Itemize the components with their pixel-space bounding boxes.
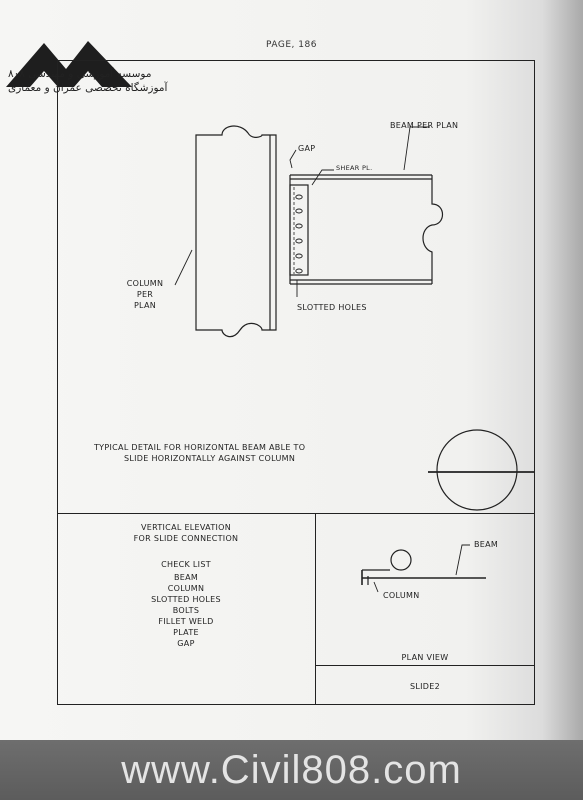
checklist-item: FILLET WELD — [158, 617, 214, 626]
logo-line-1: موسسه آموزشی و مهندسی ۸۰۸ — [8, 68, 152, 80]
slotted-holes-label: SLOTTED HOLES — [297, 303, 367, 312]
checklist-title: CHECK LIST — [161, 560, 211, 569]
checklist-item: COLUMN — [167, 584, 205, 593]
shear-plate — [290, 185, 308, 275]
section-circle — [437, 430, 517, 510]
shear-plate-label: SHEAR PL. — [336, 164, 373, 172]
detail-caption-line-2: SLIDE HORIZONTALLY AGAINST COLUMN — [124, 454, 296, 463]
title-line-1: VERTICAL ELEVATION — [140, 523, 232, 532]
plan-beam-label: BEAM — [474, 540, 499, 549]
checklist-item: PLATE — [173, 628, 199, 637]
gap-label: GAP — [298, 144, 316, 153]
column-label-3: PLAN — [133, 301, 157, 310]
title-line-2: FOR SLIDE CONNECTION — [133, 534, 239, 543]
column-outline — [196, 126, 276, 337]
beam-break-line — [423, 175, 443, 284]
watermark-text: www.Civil808.com — [121, 748, 462, 792]
plan-bolt-circle — [391, 550, 411, 570]
plan-view-label: PLAN VIEW — [401, 653, 449, 662]
column-label-2: PER — [136, 290, 154, 299]
checklist-item: SLOTTED HOLES — [151, 595, 221, 604]
checklist-item: BOLTS — [172, 606, 200, 615]
checklist-item: BEAM — [173, 573, 199, 582]
slide-label: SLIDE2 — [410, 682, 440, 691]
page-number: PAGE, 186 — [266, 40, 317, 50]
checklist-item: GAP — [177, 639, 195, 648]
logo-line-2: آموزشگاه تخصصی عمران و معماری — [8, 82, 168, 94]
beam-per-plan-label: BEAM PER PLAN — [390, 121, 459, 130]
plan-column-label: COLUMN — [383, 591, 420, 600]
detail-caption-line-1: TYPICAL DETAIL FOR HORIZONTAL BEAM ABLE TO — [94, 443, 306, 452]
column-label-1: COLUMN — [126, 279, 164, 288]
